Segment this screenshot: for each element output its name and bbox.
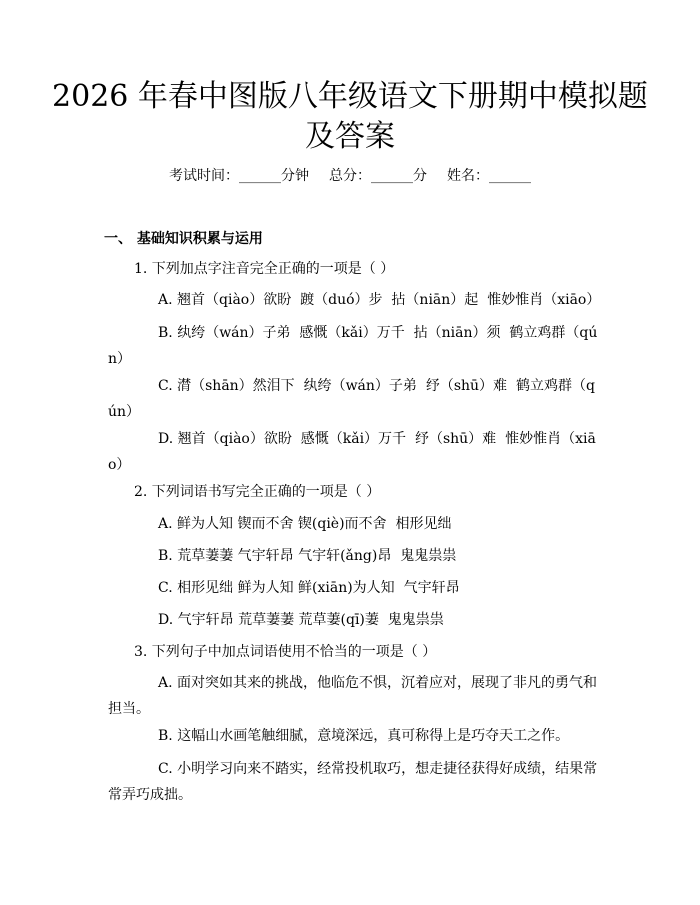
total-score-field: 总分：______分 — [329, 168, 427, 184]
section-heading: 一、 基础知识积累与运用 — [104, 231, 263, 247]
question-option: D. 翘首（qiào）欲盼 感慨（kǎi）万千 纾（shū）难 惟妙惟肖（xiāo） — [108, 431, 596, 473]
question-option: A. 翘首（qiào）欲盼 踱（duó）步 拈（niān）起 惟妙惟肖（xiāo） — [158, 292, 601, 308]
question-stem: 2. 下列词语书写完全正确的一项是（ ） — [134, 484, 381, 500]
question-option: B. 纨绔（wán）子弟 感慨（kǎi）万千 拈（niān）须 鹤立鸡群（qún） — [108, 325, 598, 367]
question-option: B. 荒草萋萋 气宇轩昂 气宇轩(ǎng)昂 鬼鬼祟祟 — [158, 548, 457, 564]
question-option: C. 潸（shān）然泪下 纨绔（wán）子弟 纾（shū）难 鹤立鸡群（qún） — [108, 378, 595, 420]
question-option: A. 鲜为人知 锲而不舍 锲(qiè)而不舍 相形见绌 — [158, 516, 452, 532]
question-option: D. 气宇轩昂 荒草萋萋 荒草萋(qī)萋 鬼鬼祟祟 — [158, 612, 444, 628]
question-option: A. 面对突如其来的挑战，他临危不惧，沉着应对，展现了非凡的勇气和担当。 — [108, 675, 598, 717]
document-title-line-1: 2026 年春中图版八年级语文下册期中模拟题 — [52, 79, 648, 114]
student-name-field: 姓名：______ — [447, 168, 531, 184]
exam-time-field: 考试时间：______分钟 — [169, 168, 309, 184]
question-stem: 3. 下列句子中加点词语使用不恰当的一项是（ ） — [134, 644, 437, 660]
question-stem: 1. 下列加点字注音完全正确的一项是（ ） — [134, 261, 395, 277]
question-option: B. 这幅山水画笔触细腻，意境深远，真可称得上是巧夺天工之作。 — [158, 728, 570, 744]
question-option: C. 小明学习向来不踏实，经常投机取巧，想走捷径获得好成绩，结果常常弄巧成拙。 — [108, 761, 598, 803]
question-option: C. 相形见绌 鲜为人知 鲜(xiān)为人知 气宇轩昂 — [158, 580, 460, 596]
exam-info-line — [0, 166, 700, 186]
document-title-line-2: 及答案 — [305, 119, 395, 154]
